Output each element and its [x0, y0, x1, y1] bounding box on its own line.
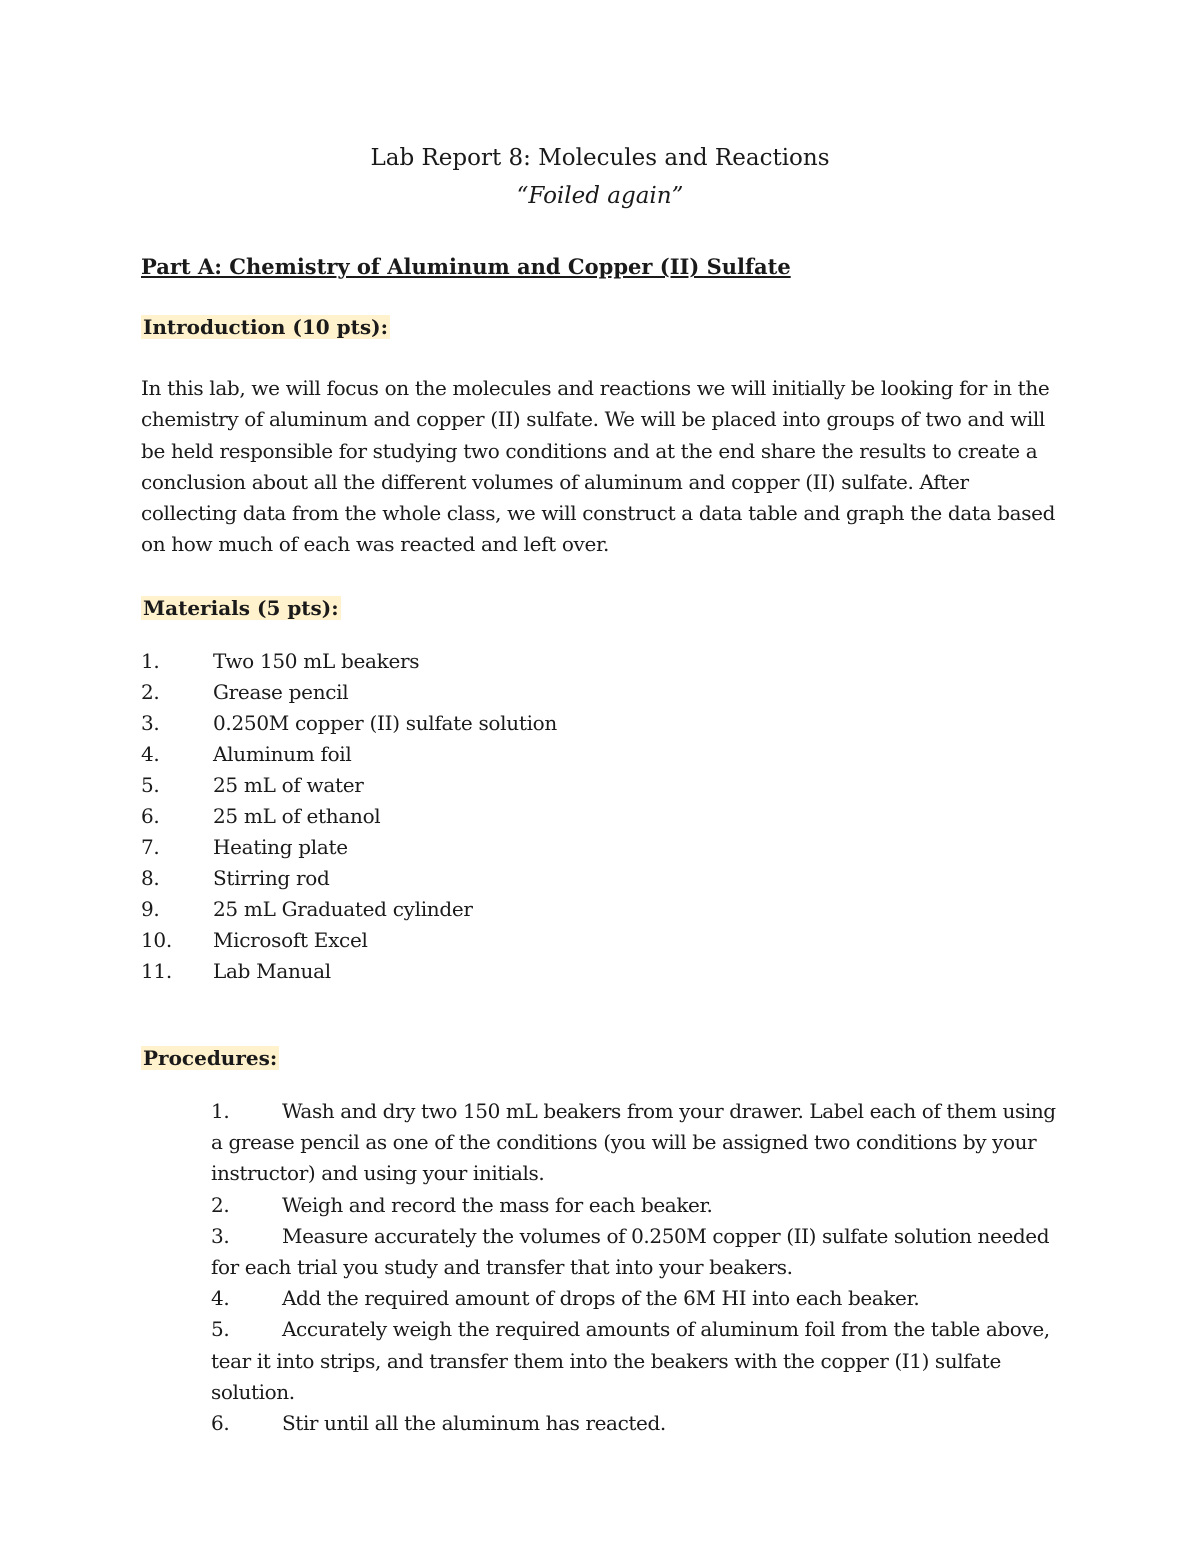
list-item-number: 6.	[141, 804, 160, 828]
introduction-heading-text: Introduction (10 pts):	[143, 315, 388, 339]
list-item-text: Two 150 mL beakers	[213, 649, 420, 673]
list-item	[141, 832, 841, 863]
procedures-list	[211, 1096, 1071, 1439]
list-item-number: 4.	[141, 742, 160, 766]
list-item-number: 2.	[141, 680, 160, 704]
list-item-number: 3.	[211, 1223, 230, 1248]
list-item	[141, 739, 841, 770]
list-item-number: 5.	[141, 773, 160, 797]
list-item-text: Grease pencil	[213, 680, 349, 704]
list-item-number: 1.	[211, 1099, 230, 1123]
materials-list	[141, 646, 841, 987]
introduction-heading	[141, 313, 390, 341]
materials-heading-text: Materials (5 pts):	[143, 596, 339, 620]
list-item-number: 7.	[141, 835, 160, 859]
list-item-number: 1.	[141, 649, 160, 673]
list-item-text: Heating plate	[213, 835, 348, 859]
list-item	[211, 1190, 1071, 1221]
list-item	[211, 1096, 1071, 1190]
list-item-number: 2.	[211, 1192, 230, 1217]
list-item	[211, 1314, 1071, 1408]
list-item	[141, 801, 841, 832]
document-subtitle: “Foiled again”	[516, 183, 684, 209]
list-item-text: Lab Manual	[213, 959, 331, 983]
materials-heading	[141, 594, 341, 622]
list-item-text: Aluminum foil	[213, 742, 352, 766]
list-item	[141, 770, 841, 801]
list-item-text: Add the required amount of drops of the 6M HI into each beaker.	[282, 1286, 920, 1311]
list-item-text: Weigh and record the mass for each beaker.	[282, 1192, 713, 1217]
procedures-heading-text: Procedures:	[143, 1046, 278, 1070]
list-item	[211, 1221, 1071, 1283]
list-item-text: 25 mL of water	[213, 773, 364, 797]
list-item-text: 25 mL Graduated cylinder	[213, 897, 473, 921]
introduction-paragraph: In this lab, we will focus on the molecules and reactions we will initially be looking for in the chemistry of aluminum and copper (II) sulfate. We will be placed into groups of two and will be held responsible for studying two conditions and at the end share the results to create a conclusion about all the different volumes of aluminum and copper (II) sulfate. After collecting data from the whole class, we will construct a data table and graph the data based on how much of each was reacted and left over.	[141, 376, 1056, 557]
list-item-number: 11.	[141, 959, 172, 983]
list-item-number: 4.	[211, 1286, 230, 1311]
list-item-text: Microsoft Excel	[213, 928, 368, 952]
list-item	[141, 677, 841, 708]
list-item-text: Stirring rod	[213, 866, 330, 890]
list-item-number: 5.	[211, 1317, 230, 1342]
list-item-text: Stir until all the aluminum has reacted.	[282, 1411, 666, 1436]
list-item-text: Wash and dry two 150 mL beakers from your drawer. Label each of them using a grease pencil as one of the conditions (you will be assigned two conditions by your instructor) and using your initials.	[211, 1099, 1056, 1186]
list-item-number: 10.	[141, 928, 172, 952]
list-item-text: 25 mL of ethanol	[213, 804, 381, 828]
list-item-text: Accurately weigh the required amounts of aluminum foil from the table above, tear it into strips, and transfer them into the beakers with the copper (I1) sulfate solution.	[211, 1317, 1050, 1404]
part-a-heading: Part A: Chemistry of Aluminum and Copper (II) Sulfate	[141, 254, 791, 279]
list-item-number: 8.	[141, 866, 160, 890]
list-item	[141, 925, 841, 956]
list-item	[141, 956, 841, 987]
list-item-number: 3.	[141, 711, 160, 735]
document-title: Lab Report 8: Molecules and Reactions	[370, 145, 830, 171]
procedures-heading	[141, 1044, 279, 1072]
list-item	[211, 1283, 1071, 1314]
list-item-number: 9.	[141, 897, 160, 921]
list-item	[141, 863, 841, 894]
list-item	[211, 1408, 1071, 1439]
list-item-text: 0.250M copper (II) sulfate solution	[213, 711, 557, 735]
list-item-text: Measure accurately the volumes of 0.250M copper (II) sulfate solution needed for each trial you study and transfer that into your beakers.	[211, 1223, 1050, 1280]
list-item	[141, 646, 841, 677]
list-item	[141, 708, 841, 739]
list-item-number: 6.	[211, 1411, 230, 1436]
list-item	[141, 894, 841, 925]
